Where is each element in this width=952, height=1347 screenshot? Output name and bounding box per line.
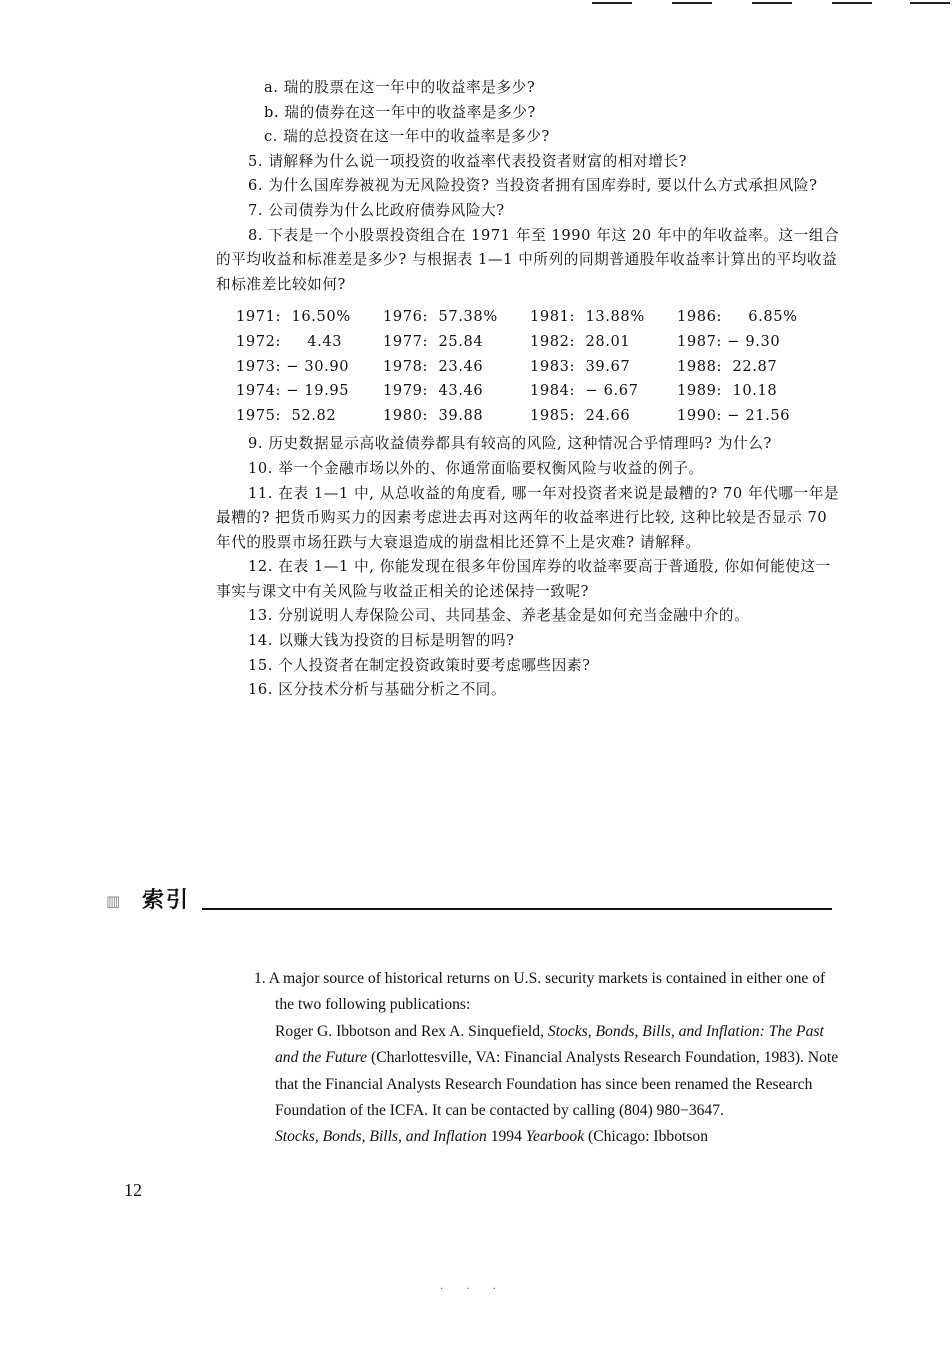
table-row (236, 305, 798, 330)
question-4b: b. 瑞的债券在这一年中的收益率是多少? (264, 103, 536, 121)
table-cell: 1984: − 6.67 (530, 382, 639, 400)
table-cell: 1976: 57.38% (383, 308, 498, 326)
question-11: 11. 在表 1—1 中, 从总收益的角度看, 哪一年对投资者来说是最糟的? 70 年代哪一年是最糟的? 把货币购买力的因素考虑进去再对这两年的收益率进行比较, 这种比较是否显示 70 年代的股票市场狂跌与大衰退造成的崩盘相比还算不上是灾难? 请解释。 (216, 484, 840, 551)
question-10: 10. 举一个金融市场以外的、你通常面临要权衡风险与收益的例子。 (248, 459, 704, 477)
table-cell: 1978: 23.46 (383, 357, 484, 375)
question-14: 14. 以赚大钱为投资的目标是明智的吗? (248, 632, 515, 650)
question-4c: c. 瑞的总投资在这一年中的收益率是多少? (264, 128, 550, 146)
table-cell: 1974: − 19.95 (236, 382, 350, 400)
table-cell: 1980: 39.88 (383, 406, 484, 424)
references (254, 966, 844, 1151)
reference-details: (Chicago: Ibbotson (584, 1128, 709, 1146)
annual-returns-table (236, 305, 798, 428)
section-rule (202, 908, 832, 910)
book-icon: ▥ (106, 892, 121, 910)
question-16: 16. 区分技术分析与基础分析之不同。 (248, 681, 507, 699)
reference-2 (254, 1124, 844, 1150)
table-row (236, 404, 798, 429)
table-cell: 1975: 52.82 (236, 406, 337, 424)
page-number: 12 (124, 1180, 142, 1200)
table-cell: 1971: 16.50% (236, 308, 351, 326)
reference-title: Stocks, Bonds, Bills, and Inflation: The Past and the Future (275, 1022, 824, 1067)
table-cell: 1987: − 9.30 (677, 332, 781, 350)
table-cell: 1983: 39.67 (530, 357, 631, 375)
question-6: 6. 为什么国库券被视为无风险投资? 当投资者拥有国库券时, 要以什么方式承担风险? (248, 177, 818, 195)
table-row (236, 330, 798, 355)
reference-title: Stocks, Bonds, Bills, and Inflation (275, 1128, 487, 1146)
table-cell: 1990: − 21.56 (677, 406, 791, 424)
table-row (236, 379, 798, 404)
reference-1 (254, 1019, 844, 1125)
reference-intro: 1. A major source of historical returns on U.S. security markets is contained in either one of the two following publications: (254, 970, 826, 1014)
question-4a: a. 瑞的股票在这一年中的收益率是多少? (264, 79, 536, 96)
table-cell: 1985: 24.66 (530, 406, 631, 424)
question-15: 15. 个人投资者在制定投资政策时要考虑哪些因素? (248, 656, 591, 674)
scan-specks: · · · (440, 1284, 506, 1295)
table-cell: 1988: 22.87 (677, 357, 778, 375)
table-cell: 1977: 25.84 (383, 332, 484, 350)
table-cell: 1989: 10.18 (677, 382, 778, 400)
table-cell: 1986: 6.85% (677, 308, 798, 326)
table-cell: 1972: 4.43 (236, 332, 343, 350)
table-cell: 1973: − 30.90 (236, 357, 350, 375)
question-7: 7. 公司债券为什么比政府债券风险大? (248, 201, 505, 219)
top-edge-marks (592, 0, 952, 6)
table-cell: 1981: 13.88% (530, 308, 645, 326)
question-13: 13. 分别说明人寿保险公司、共同基金、养老基金是如何充当金融中介的。 (248, 607, 750, 625)
section-title: 索引 (142, 888, 191, 913)
table-cell: 1979: 43.46 (383, 382, 484, 400)
section-header (106, 886, 832, 916)
reference-year: 1994 (486, 1128, 526, 1146)
reference-yearbook: Yearbook (525, 1128, 585, 1146)
question-5: 5. 请解释为什么说一项投资的收益率代表投资者财富的相对增长? (248, 152, 688, 170)
table-cell: 1982: 28.01 (530, 332, 631, 350)
exercise-questions (216, 76, 840, 703)
question-8: 8. 下表是一个小股票投资组合在 1971 年至 1990 年这 20 年中的年收益率。这一组合的平均收益和标准差是多少? 与根据表 1—1 中所列的同期普通股年收益率计算出的平均收益和标准差比较如何? (216, 226, 840, 293)
question-12: 12. 在表 1—1 中, 你能发现在很多年份国库券的收益率要高于普通股, 你如何能使这一事实与课文中有关风险与收益正相关的论述保持一致呢? (216, 558, 831, 600)
table-row (236, 355, 798, 380)
reference-authors: Roger G. Ibbotson and Rex A. Sinquefield, (275, 1022, 548, 1040)
question-9: 9. 历史数据显示高收益债券都具有较高的风险, 这种情况合乎情理吗? 为什么? (248, 435, 772, 453)
reference-details: (Charlottesville, VA: Financial Analysts Research Foundation, 1983). Note that the Financial Analysts Research Foundation has since been renamed the Research Foundation of the ICFA. It can be contacted by calling (804) 980−3647. (275, 1049, 839, 1120)
